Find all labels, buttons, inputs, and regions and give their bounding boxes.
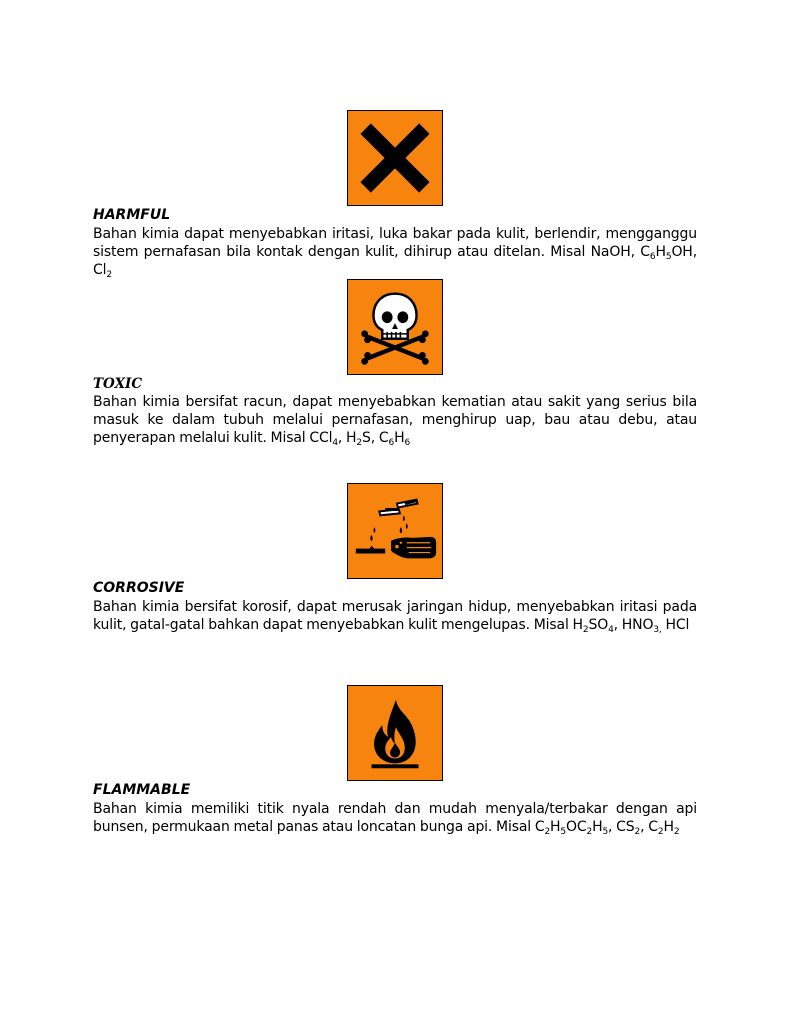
flame-icon — [348, 686, 442, 780]
chemical-formula: $C_2H_2$ — [648, 819, 680, 837]
chemical-formula: $H_2SO_4$ — [572, 617, 614, 635]
harmful-examples: NaOH, $C_6H_5OH$, $Cl_2$ — [93, 244, 697, 280]
harmful-description — [93, 225, 697, 279]
skull-crossbones-icon — [348, 280, 442, 374]
flammable-symbol — [347, 685, 443, 781]
corrosive-title: CORROSIVE — [93, 580, 185, 596]
chemical-formula: $H_2S$ — [346, 430, 371, 448]
chemical-formula: $Cl_2$ — [93, 262, 112, 280]
toxic-examples: CCl$_4$, $H_2S$, $C_6H_6$ — [309, 430, 411, 448]
flammable-examples: $C_2H_5OC_2H_5$, $CS_2$, $C_2H_2$ — [534, 819, 680, 837]
harmful-description-text: Bahan kimia dapat menyebabkan iritasi, luka bakar pada kulit, berlendir, mengganggu sistem pernafasan bila kontak dengan kulit, dihirup atau ditelan. Misal — [93, 226, 697, 260]
chemical-formula: CCl$_4$ — [309, 430, 338, 448]
chemical-formula: $C_2H_5OC_2H_5$ — [534, 819, 609, 837]
corrosive-description-text: Bahan kimia bersifat korosif, dapat merusak jaringan hidup, menyebabkan iritasi pada kulit, gatal-gatal bahkan dapat menyebabkan kulit mengelupas. Misal — [93, 599, 697, 633]
x-cross-icon — [348, 111, 442, 205]
flammable-description — [93, 800, 697, 836]
harmful-title: HARMFUL — [93, 207, 171, 223]
chemical-formula: $HNO_{3,}$ — [621, 617, 662, 635]
corrosive-symbol — [347, 483, 443, 579]
flammable-title: FLAMMABLE — [93, 782, 191, 798]
toxic-symbol — [347, 279, 443, 375]
toxic-description-text: Bahan kimia bersifat racun, dapat menyebabkan kematian atau sakit yang serius bila masuk ke dalam tubuh melalui pernafasan, menghirup uap, bau atau debu, atau penyerapan melalui kulit. Misal — [93, 394, 697, 446]
corrosive-description — [93, 598, 697, 634]
chemical-formula: $CS_2$ — [616, 819, 641, 837]
harmful-symbol — [347, 110, 443, 206]
chemical-formula: HCl — [665, 617, 690, 633]
corrosive-examples: $H_2SO_4$, $HNO_{3,}$ HCl — [572, 617, 690, 635]
toxic-description — [93, 393, 697, 447]
flammable-description-text: Bahan kimia memiliki titik nyala rendah dan mudah menyala/terbakar dengan api bunsen, permukaan metal panas atau loncatan bunga api. Misal — [93, 801, 697, 835]
toxic-title: TOXIC — [93, 376, 143, 392]
chemical-formula: $C_6H_6$ — [378, 430, 411, 448]
corrosion-hand-icon — [348, 484, 442, 578]
chemical-formula: $C_6H_5OH$ — [640, 244, 693, 262]
chemical-formula: NaOH — [590, 244, 631, 260]
